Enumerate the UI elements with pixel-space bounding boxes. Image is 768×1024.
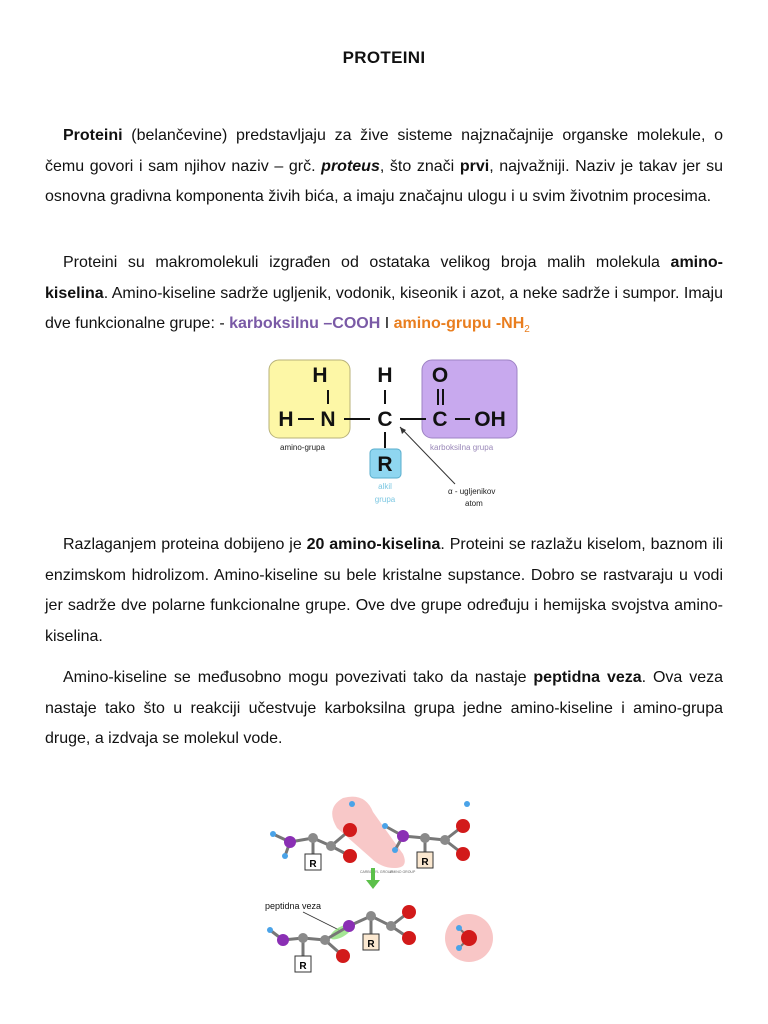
term-proteus: proteus (321, 157, 380, 175)
page-title: PROTEINI (342, 48, 426, 67)
amino-group-label: amino-grupa (280, 443, 325, 452)
text-span: Proteini su makromolekuli izgrađen od ostataka velikog broja malih molekula (63, 254, 671, 271)
text-span: . Ova veza nastaje tako što u reakciji učestvuje karboksilna grupa jedne amino-kiseline i amino-grupa druge, a izdvaja se molekul vode. (45, 669, 724, 747)
text-span: , što znači (379, 157, 460, 175)
text-span: I (380, 315, 394, 332)
term-proteini: Proteini (63, 127, 123, 144)
paragraph-hydrolysis (45, 530, 723, 652)
paragraph-structure (45, 248, 723, 346)
term-amino-grupu: amino-grupu -NH (393, 315, 525, 332)
water-molecule-icon (461, 930, 477, 946)
nitrogen-atom-2 (397, 830, 409, 842)
reaction-arrow-icon (366, 880, 380, 889)
atom-n: N (320, 408, 336, 431)
atom-c-carboxyl: C (432, 408, 448, 431)
r-label-2: R (421, 857, 429, 868)
atom-h-left: H (278, 408, 294, 431)
atom-c-alpha: C (377, 408, 393, 431)
paragraph-peptide (45, 663, 723, 755)
alkyl-label-1: alkil (378, 482, 392, 491)
text-span: , najvažniji. Naziv je takav jer su osnovna gradivna komponenta živih bića, a imaju značajnu ulogu i u svim životnim procesima. (45, 157, 723, 205)
caption-amino-group: AMINO GROUP (390, 870, 416, 874)
r-label-4: R (367, 939, 375, 950)
atom-r: R (377, 453, 393, 476)
atom-oh: OH (474, 408, 506, 431)
subscript-2: 2 (524, 324, 530, 336)
atom-o: O (431, 364, 449, 387)
atom-h-alpha: H (377, 364, 393, 387)
peptide-bond-diagram (255, 790, 505, 975)
text-span: Amino-kiseline se međusobno mogu povezivati tako da nastaje (63, 669, 534, 686)
text-span: . Amino-kiseline sadrže ugljenik, vodonik, kiseonik i azot, a neke sadrže i sumpor. Imaju dve funkcionalne grupe: - (45, 284, 723, 332)
alpha-carbon-label-1: α - ugljenikov (448, 487, 496, 496)
peptide-bond-label: peptidna veza (265, 901, 322, 911)
nitrogen-atom-1 (284, 836, 296, 848)
r-label-3: R (299, 961, 307, 972)
carboxyl-group-label: karboksilna grupa (430, 443, 494, 452)
amino-acid-structure-diagram (260, 352, 530, 514)
text-span: (belančevine) predstavljaju za žive sisteme najznačajnije organske molekule, o čemu govori i sam njihov naziv – grč. (45, 127, 723, 175)
term-20-amino-kiselina: 20 amino-kiselina (306, 536, 441, 553)
term-karboksilnu: karboksilnu –COOH (229, 315, 381, 332)
text-span: Razlaganjem proteina dobijeno je (63, 536, 307, 553)
r-label-1: R (309, 859, 317, 870)
paragraph-intro (45, 121, 723, 213)
text-span: . Proteini se razlažu kiselom, baznom ili enzimskom hidrolizom. Amino-kiseline su bele kristalne supstance. Dobro se rastvaraju u vodi jer sadrže dve polarne funkcionalne grupe. Ove dve grupe određuju i hemijska svojstva amino-kiselina. (45, 536, 724, 645)
term-amino-kiselina: amino-kiselina (45, 254, 723, 302)
term-prvi: prvi (459, 157, 490, 175)
atom-h-amino: H (312, 364, 328, 387)
alkyl-label-2: grupa (374, 495, 396, 504)
caption-carboxyl-group: CARBOXYL GROUP (360, 870, 393, 874)
term-peptidna-veza: peptidna veza (533, 669, 642, 686)
alpha-carbon-label-2: atom (465, 499, 483, 508)
